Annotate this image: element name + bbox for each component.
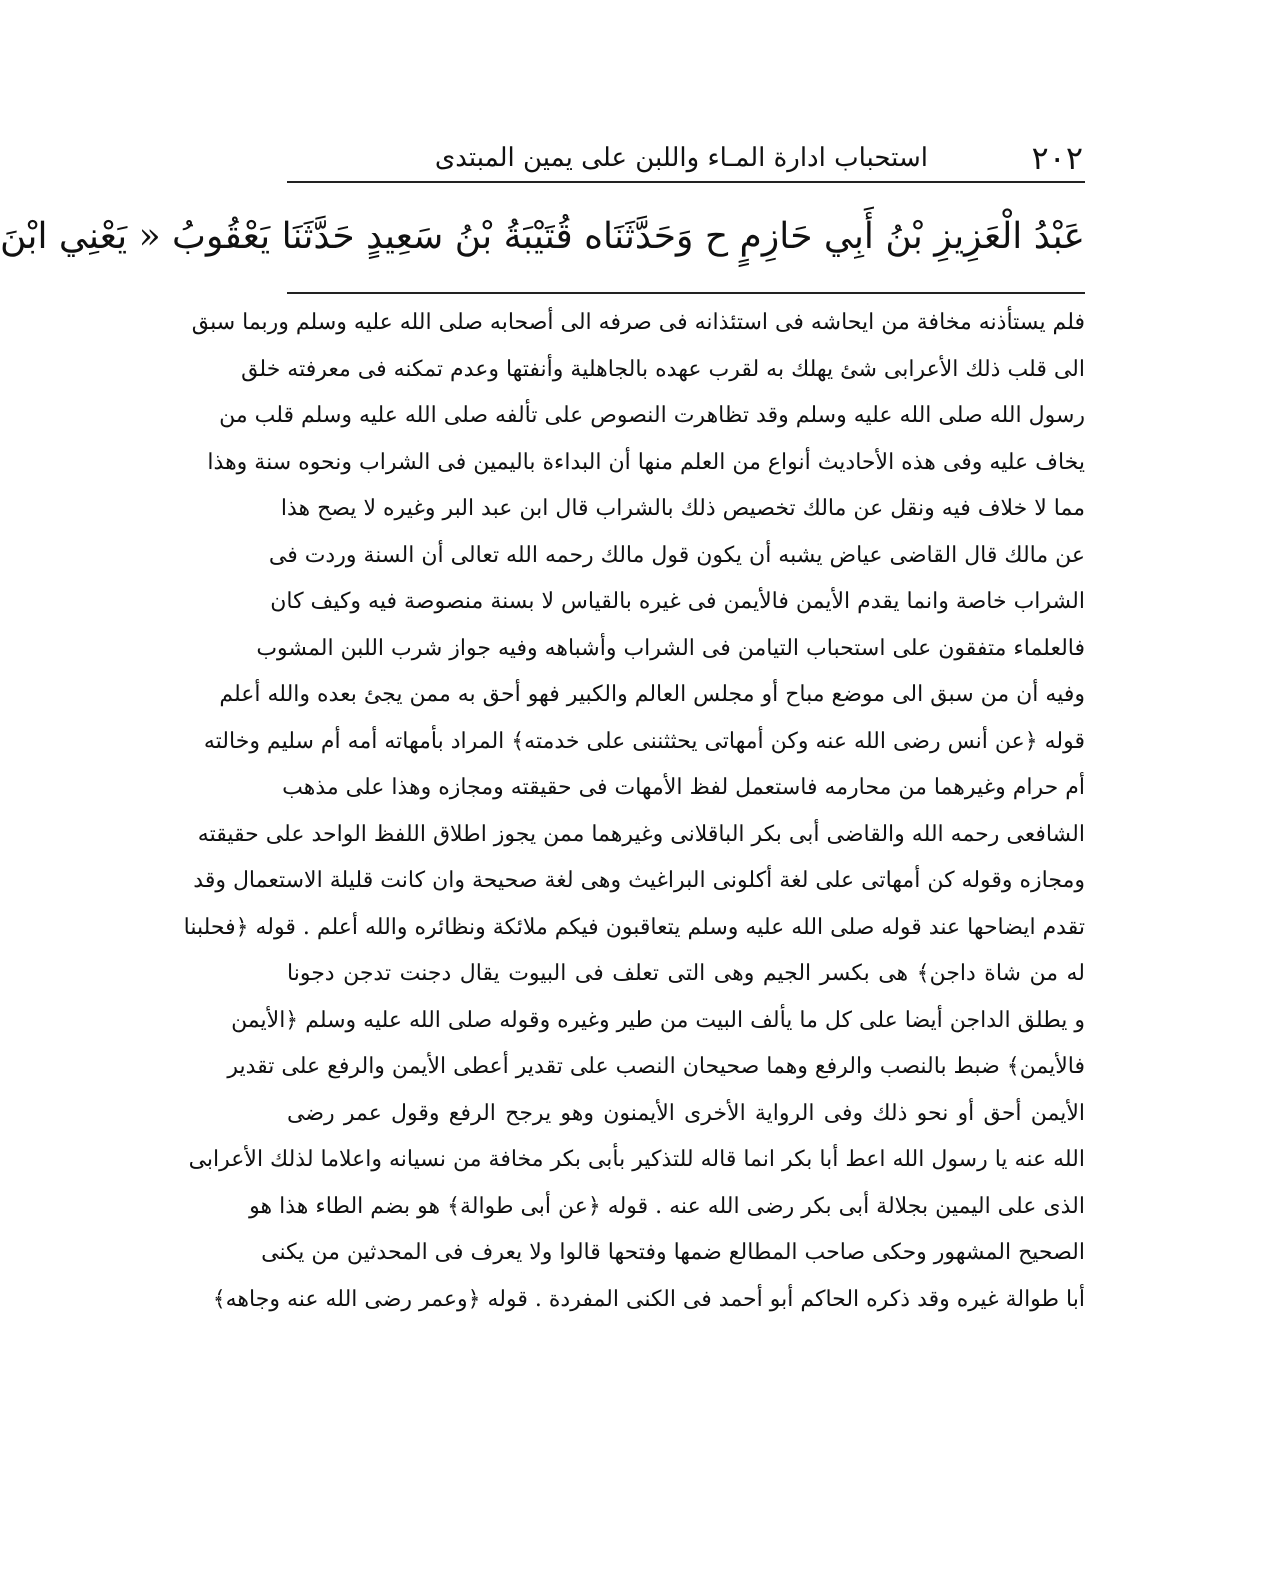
commentary-line: تقدم ايضاحها عند قوله صلى الله عليه وسلم يتعاقبون فيكم ملائكة ونظائره والله أعلم . قوله ﴿فحلبنا [183, 914, 1085, 940]
commentary-line: فلم يستأذنه مخافة من ايحاشه فى استئذانه فى صرفه الى أصحابه صلى الله عليه وسلم وربما سبق [191, 310, 1085, 335]
commentary-line: قوله ﴿عن أنس رضى الله عنه وكن أمهاتى يحثثننى على خدمته﴾ المراد بأمهاته أمه أم سليم وخالته [203, 728, 1085, 754]
commentary-text-block [183, 300, 1085, 1395]
commentary-line: عن مالك قال القاضى عياض يشبه أن يكون قول مالك رحمه الله تعالى أن السنة وردت فى [268, 542, 1085, 568]
commentary-line: وفيه أن من سبق الى موضع مباح أو مجلس العالم والكبير فهو أحق به ممن يجئ بعده والله أعلم [219, 682, 1085, 707]
commentary-line: الشافعى رحمه الله والقاضى أبى بكر الباقلانى وغيرهما ممن يجوز اطلاق اللفظ الواحد على حقيقته [197, 821, 1085, 847]
commentary-line: الى قلب ذلك الأعرابى شئ يهلك به لقرب عهده بالجاهلية وأنفتها وعدم تمكنه فى معرفته خلق [241, 356, 1085, 382]
commentary-line: أبا طوالة غيره وقد ذكره الحاكم أبو أحمد فى الكنى المفردة . قوله ﴿وعمر رضى الله عنه وجاهه﴾ [212, 1286, 1085, 1312]
commentary-line: الذى على اليمين بجلالة أبى بكر رضى الله عنه . قوله ﴿عن أبى طوالة﴾ هو بضم الطاء هذا هو [249, 1193, 1085, 1219]
commentary-line: ومجازه وقوله كن أمهاتى على لغة أكلونى البراغيث وهى لغة صحيحة وان كانت قليلة الاستعمال وقد [193, 868, 1085, 893]
commentary-line: أم حرام وغيرهما من محارمه فاستعمل لفظ الأمهات فى حقيقته ومجازه وهذا على مذهب [282, 775, 1085, 800]
commentary-line: رسول الله صلى الله عليه وسلم وقد تظاهرت النصوص على تألفه صلى الله عليه وسلم قلب من [219, 403, 1085, 428]
page-number: ٢٠٢ [1031, 139, 1083, 177]
hadith-line: عَبْدُ الْعَزِيزِ بْنُ أَبِي حَازِمٍ ح وَحَدَّثَنَاه قُتَيْبَةُ بْنُ سَعِيدٍ حَدَّثَنَا يَعْقُوبُ « يَعْنِي ابْنَ [0, 216, 1085, 257]
header-rule [287, 181, 1085, 183]
hadith-text-block [0, 188, 1085, 288]
commentary-line: الصحيح المشهور وحكى صاحب المطالع ضمها وفتحها قالوا ولا يعرف فى المحدثين من يكنى [261, 1240, 1085, 1265]
commentary-line: الله عنه يا رسول الله اعط أبا بكر انما قاله للتذكير بأبى بكر مخافة من نسيانه واعلاما لذلك الأعرابى [188, 1147, 1085, 1172]
commentary-line: يخاف عليه وفى هذه الأحاديث أنواع من العلم منها أن البداءة باليمين فى الشراب ونحوه سنة وهذا [207, 449, 1085, 475]
running-title: استحباب ادارة المـاء واللبن على يمين المبتدى [434, 143, 928, 173]
commentary-line: الأيمن أحق أو نحو ذلك وفى الرواية الأخرى الأيمنون وهو يرجح الرفع وقول عمر رضى [287, 1100, 1085, 1126]
commentary-line: فالأيمن﴾ ضبط بالنصب والرفع وهما صحيحان النصب على تقدير أعطى الأيمن والرفع على تقدير [227, 1054, 1085, 1079]
commentary-line: مما لا خلاف فيه ونقل عن مالك تخصيص ذلك بالشراب قال ابن عبد البر وغيره لا يصح هذا [280, 496, 1085, 521]
commentary-line: و يطلق الداجن أيضا على كل ما يألف البيت من طير وغيره وقوله صلى الله عليه وسلم ﴿الأيمن [231, 1007, 1085, 1033]
commentary-line: له من شاة داجن﴾ هى بكسر الجيم وهى التى تعلف فى البيوت يقال دجنت تدجن دجونا [287, 961, 1085, 986]
running-head [283, 138, 1083, 178]
section-divider-rule [287, 292, 1085, 294]
commentary-line: الشراب خاصة وانما يقدم الأيمن فالأيمن فى غيره بالقياس لا بسنة منصوصة فيه وكيف كان [270, 589, 1085, 614]
commentary-line: فالعلماء متفقون على استحباب التيامن فى الشراب وأشباهه وفيه جواز شرب اللبن المشوب [256, 635, 1085, 661]
